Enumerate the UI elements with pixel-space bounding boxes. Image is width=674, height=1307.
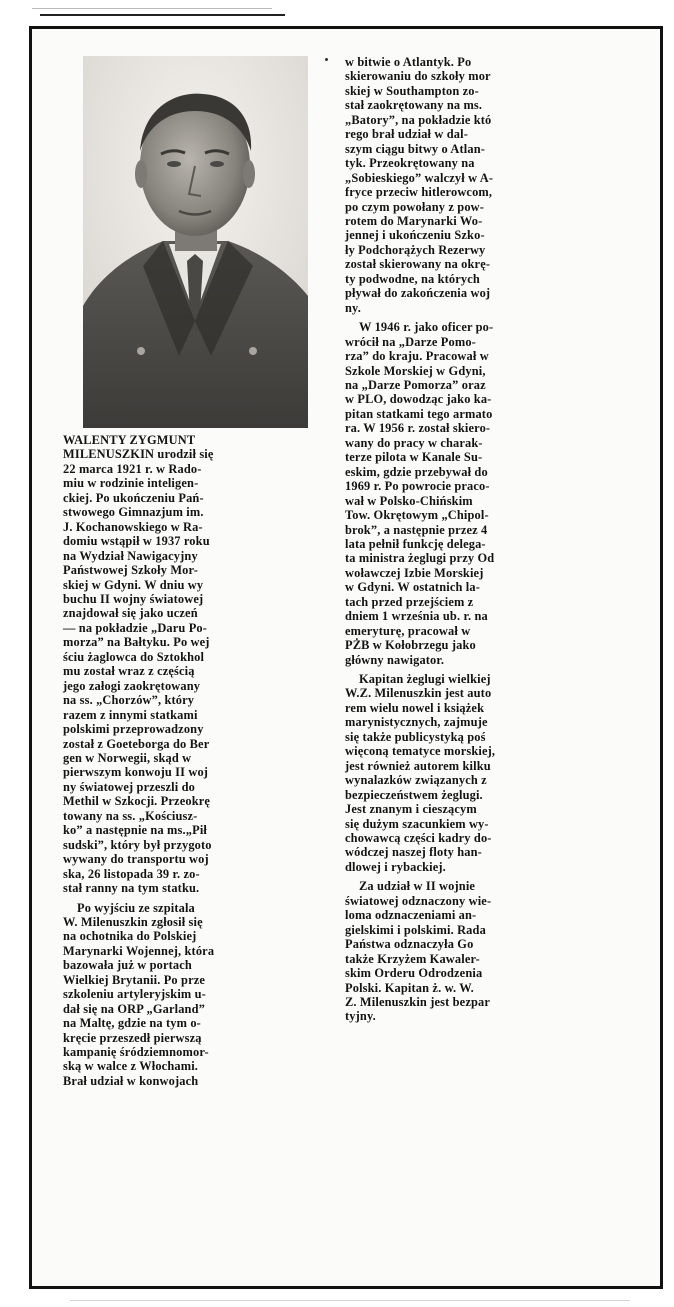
paragraph-decorations: Za udział w II wojnie światowej odznaczony wie- loma odznaczeniami an- gielskimi i polskimi. Rada Państwa odznaczyła Go także Krzyżem Kawaler- skim Orderu Odrodzenia Polski. Kapitan ż. w. W. Z. Milenuszkin jest bezpar tyjny. — [345, 879, 492, 1024]
paragraph-biography-intro: WALENTY ZYGMUNT MILENUSZKIN urodził się 22 marca 1921 r. w Rado- miu w rodzinie inteligen- ckiej. Po ukończeniu Pań- stwowego Gimnazjum im. J. Kochanowskiego w Ra- domiu wstąpił w 1937 roku na Wydział Nawigacyjny Państwowej Szkoły Mor- skiej w Gdyni. W dniu wy buchu II wojny światowej znajdował się jako uczeń — na pokładzie „Daru Po- morza” na Bałtyku. Po wej ściu żaglowca do Sztokhol mu został wraz z częścią jego załogi zaokrętowany na ss. „Chorzów”, który razem z innymi statkami polskimi przeprowadzony został z Goeteborga do Ber gen w Norwegii, skąd w pierwszym konwoju II woj ny światowej przeszli do Methil w Szkocji. Przeokrę towany na ss. „Kościusz- ko” a następnie na ms.„Pił sudski”, który był przygoto wywany do transportu woj ska, 26 listopada 39 r. zo- stał ranny na tym statku. — [63, 433, 214, 896]
clipped-text-remnant — [32, 0, 272, 9]
right-column — [345, 55, 617, 1029]
paragraph-post-war-career: W 1946 r. jako oficer po- wrócił na „Darze Pomo- rza” do kraju. Pracował w Szkole Morskiej w Gdyni, na „Darze Pomorza” oraz w PLO, dowodząc jako ka- pitan statkami tego armato ra. W 1956 r. został skiero- wany do pracy w charak- terze pilota w Kanale Su- eskim, gdzie przebywał do 1969 r. Po powrocie praco- wał w Polsko-Chińskim Tow. Okrętowym „Chipol- brok”, a następnie przez 4 lata pełnił funkcję delega- ta ministra żeglugi przy Od woławczej Izbie Morskiej w Gdyni. W ostatnich la- tach przed przejściem z dniem 1 września ub. r. na emeryturę, pracował w PŻB w Kołobrzegu jako główny nawigator. — [345, 320, 495, 667]
print-speck — [325, 58, 328, 61]
left-column — [63, 433, 331, 1093]
paragraph-navy-service: Po wyjściu ze szpitala W. Milenuszkin zgłosił się na ochotnika do Polskiej Marynarki Wojennej, która bazowała już w portach Wielkiej Brytanii. Po prze szkoleniu artyleryjskim u- dał się na ORP „Garland” na Maltę, gdzie na tym o- kręcie przeszedł pierwszą kampanię śródziemnomor- ską w walce z Włochami. Brał udział w konwojach — [63, 900, 215, 1088]
paragraph-atlantic: w bitwie o Atlantyk. Po skierowaniu do szkoły mor skiej w Southampton zo- stał zaokrętowany na ms. „Batory”, na pokładzie któ rego brał udział w dal- szym ciągu bitwy o Atlan- tyk. Przeokrętowany na „Sobieskiego” walczył w A- fryce przeciw hitlerowcom, po czym powołany z pow- rotem do Marynarki Wo- jennej i ukończeniu Szko- ły Podchorążych Rezerwy został skierowany na okrę- ty podwodne, na których pływał do zakończenia woj ny. — [345, 55, 494, 315]
portrait-photo — [83, 56, 308, 428]
bottom-rule — [70, 1300, 630, 1301]
paragraph-author-work: Kapitan żeglugi wielkiej W.Z. Milenuszkin jest auto rem wielu nowel i książek marynistycznych, zajmuje się także publicystyką poś więconą tematyce morskiej, jest również autorem kilku wynalazków związanych z bezpieczeństwem żeglugi. Jest znanym i cieszącym się dużym szacunkiem wy- chowawcą części kadry do- wódczej naszej floty han- dlowej i rybackiej. — [345, 672, 496, 874]
top-rule — [40, 14, 285, 16]
portrait-image — [83, 56, 308, 428]
